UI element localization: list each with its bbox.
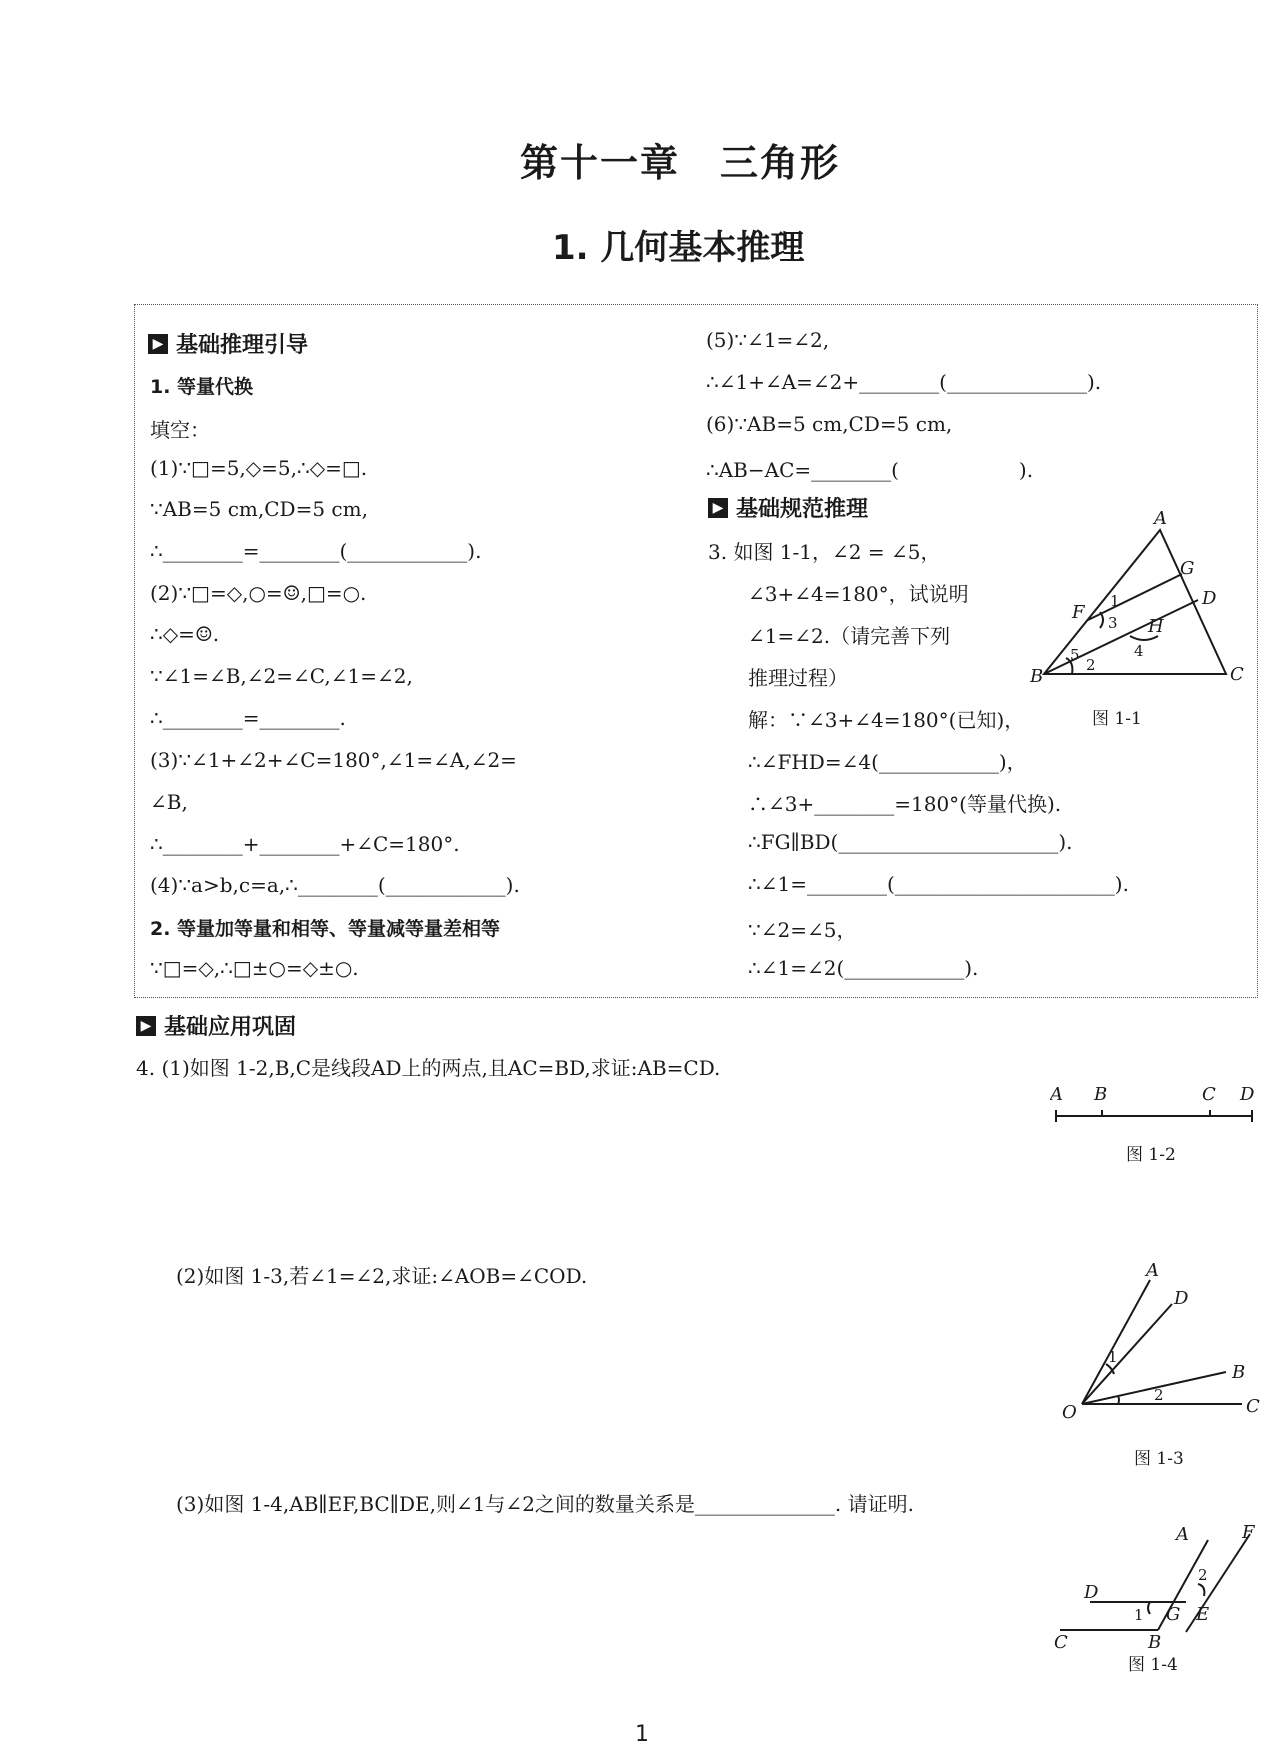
fill-blank-line: ∴∠1+∠A=∠2+________(______________). — [706, 370, 1102, 394]
text-line: ∵□=◇,∴□±○=◇±○. — [150, 956, 359, 980]
figure-1-4 — [1050, 1520, 1270, 1650]
section-heading-basic-guide — [148, 328, 308, 359]
arrow-marker-icon: ▶ — [708, 498, 728, 518]
question-4-1: 4. (1)如图 1-2,B,C是线段AD上的两点,且AC=BD,求证:AB=CD. — [136, 1056, 721, 1080]
solution-line: ∴∠3+________=180°(等量代换). — [748, 792, 1062, 816]
fig12-label: C — [1202, 1084, 1216, 1105]
solution-line: ∴∠1=∠2(____________). — [748, 956, 979, 980]
fill-blank-line: ∴________+________+∠C=180°. — [150, 832, 460, 856]
lesson-title: 1. 几何基本推理 — [552, 228, 805, 268]
fill-blank-line: (4)∵a>b,c=a,∴________(____________). — [150, 873, 520, 897]
question-3-line: 3. 如图 1-1，∠2 = ∠5， — [708, 540, 941, 564]
figure-1-1 — [1030, 508, 1250, 688]
fig14-label: A — [1176, 1524, 1189, 1545]
fig11-label: 1 — [1110, 592, 1120, 610]
figure-1-1-caption: 图 1-1 — [1092, 709, 1142, 729]
text-line: (3)∵∠1+∠2+∠C=180°,∠1=∠A,∠2= — [150, 748, 517, 772]
solution-line: ∴∠FHD=∠4(____________)， — [748, 750, 1027, 774]
fig12-label: A — [1050, 1084, 1063, 1105]
text-line: ∠B, — [150, 790, 188, 814]
text-line: ∵AB=5 cm,CD=5 cm, — [150, 497, 368, 521]
figure-1-4-caption: 图 1-4 — [1128, 1655, 1178, 1675]
question-3-line: ∠1=∠2.（请完善下列 — [748, 624, 951, 648]
section-heading-text: 基础应用巩固 — [164, 1015, 297, 1040]
figure-1-2 — [1050, 1080, 1260, 1130]
solution-line: ∴∠1=________(______________________). — [748, 872, 1129, 896]
fig14-label: 2 — [1198, 1566, 1208, 1584]
section-heading-application — [136, 1010, 296, 1041]
fig12-label: D — [1240, 1084, 1255, 1105]
fig11-label: A — [1154, 508, 1167, 529]
fig12-label: B — [1094, 1084, 1108, 1105]
section-heading-text: 基础规范推理 — [736, 497, 869, 522]
fig11-label: G — [1180, 558, 1195, 579]
page-number: 1 — [635, 1722, 649, 1747]
fig14-label: E — [1196, 1604, 1210, 1625]
text-line: (1)∵□=5,◇=5,∴◇=□. — [150, 456, 368, 480]
figure-1-3-caption: 图 1-3 — [1134, 1449, 1184, 1469]
figure-1-2-caption: 图 1-2 — [1126, 1145, 1176, 1165]
fig13-label: 2 — [1154, 1386, 1164, 1404]
fig11-label: H — [1148, 616, 1164, 637]
fig11-label: 2 — [1086, 656, 1096, 674]
fig11-label: B — [1030, 666, 1044, 687]
fig13-label: A — [1146, 1260, 1159, 1281]
subheading-substitution: 1. 等量代换 — [150, 376, 254, 398]
subheading-equal-addition: 2. 等量加等量和相等、等量减等量差相等 — [150, 918, 501, 940]
section-heading-text: 基础推理引导 — [176, 333, 309, 358]
fig11-label: D — [1202, 588, 1217, 609]
solution-line: ∵∠2=∠5， — [748, 918, 857, 942]
fig13-label: C — [1246, 1396, 1260, 1417]
fig13-label: B — [1232, 1362, 1246, 1383]
fig11-label: C — [1230, 664, 1244, 685]
text-line: ∴◇=☺. — [150, 622, 220, 646]
section-heading-standard-reasoning — [708, 492, 868, 523]
arrow-marker-icon: ▶ — [136, 1016, 156, 1036]
question-4-2: (2)如图 1-3,若∠1=∠2,求证:∠AOB=∠COD. — [176, 1264, 588, 1288]
fig11-label: 3 — [1108, 614, 1118, 632]
fig14-label: D — [1084, 1582, 1099, 1603]
chapter-title: 第十一章 三角形 — [520, 141, 841, 185]
figure-1-3 — [1050, 1260, 1260, 1430]
text-line: ∵∠1=∠B,∠2=∠C,∠1=∠2, — [150, 664, 413, 688]
fig13-label: O — [1062, 1402, 1077, 1423]
fill-blank-line: ∴________=________(____________). — [150, 539, 482, 563]
fig14-label: 1 — [1134, 1606, 1144, 1624]
question-3-line: 推理过程） — [748, 666, 848, 690]
solution-line: ∴FG∥BD(______________________). — [748, 830, 1073, 854]
text-line: (5)∵∠1=∠2, — [706, 328, 830, 352]
text-line: (2)∵□=◇,○=☺,□=○. — [150, 581, 367, 605]
fig13-label: D — [1174, 1288, 1189, 1309]
fig14-label: F — [1242, 1522, 1255, 1543]
solution-line: 解：∵∠3+∠4=180°(已知)， — [748, 708, 1025, 732]
fig11-label: F — [1072, 602, 1085, 623]
fig14-label: G — [1166, 1604, 1181, 1625]
fig14-label: B — [1148, 1632, 1162, 1650]
fill-blank-line: ∴________=________. — [150, 706, 346, 730]
fig14-label: C — [1054, 1632, 1068, 1650]
text-line: (6)∵AB=5 cm,CD=5 cm, — [706, 412, 953, 436]
fill-blank-line: ∴AB−AC=________( ). — [706, 458, 1034, 482]
fig13-label: 1 — [1108, 1348, 1118, 1366]
question-4-3: (3)如图 1-4,AB∥EF,BC∥DE,则∠1与∠2之间的数量关系是______________. 请证明. — [176, 1492, 914, 1516]
arrow-marker-icon: ▶ — [148, 334, 168, 354]
fig11-label: 4 — [1134, 642, 1144, 660]
text-line: 填空： — [150, 418, 210, 442]
fig11-label: 5 — [1070, 646, 1080, 664]
question-3-line: ∠3+∠4=180°，试说明 — [748, 582, 969, 606]
